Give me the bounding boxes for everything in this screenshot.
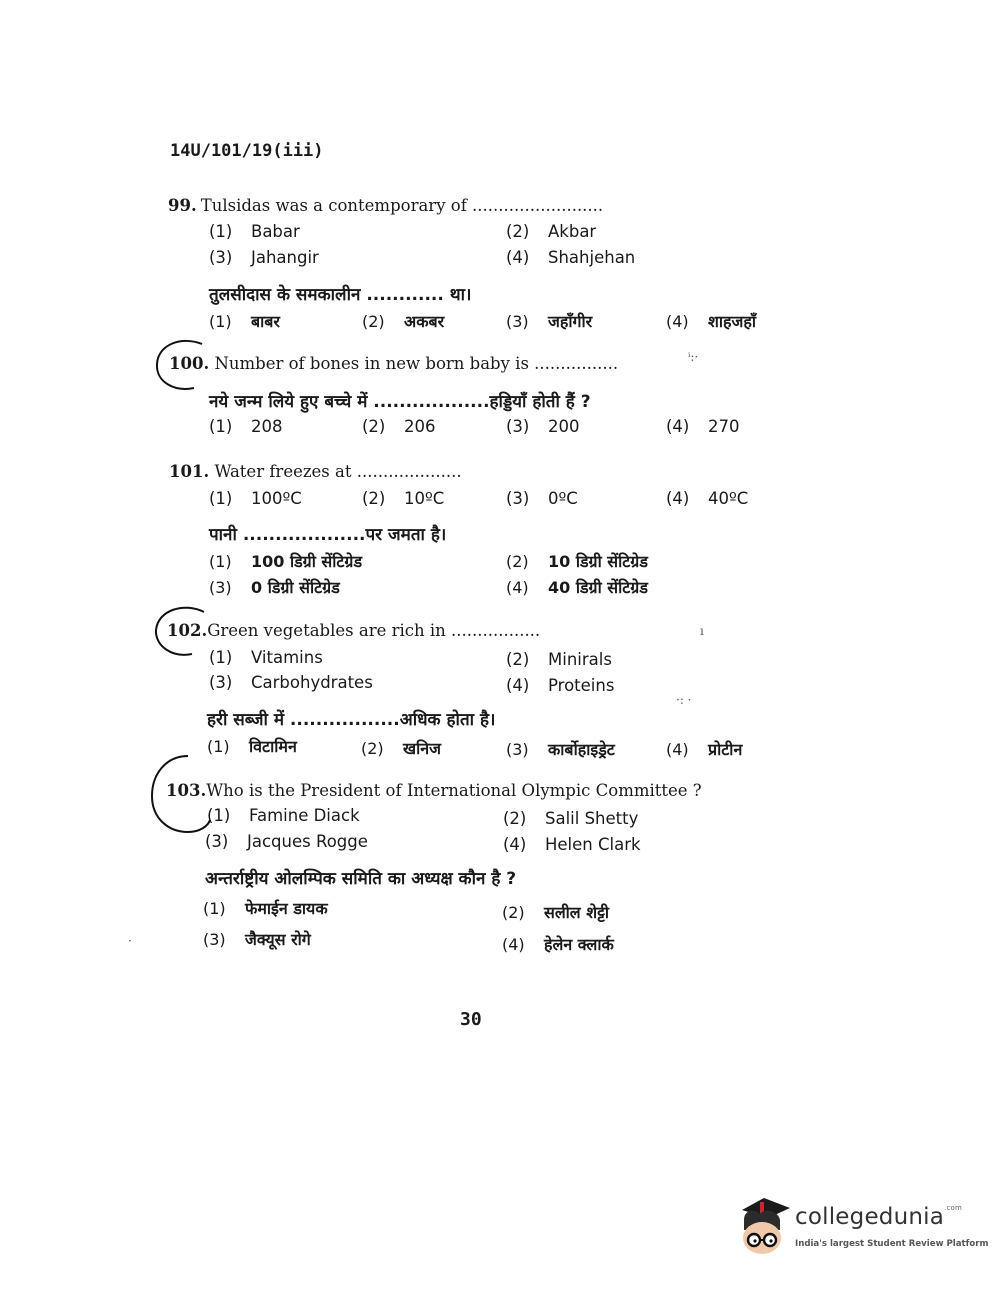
option-4: (4) 270 <box>666 417 740 436</box>
question-text-hi: नये जन्म लिये हुए बच्चे में ..................हड्डियाँ होती हैं ? <box>209 392 591 412</box>
hindi-option-3: (3) 0 डिग्री सेंटिग्रेड <box>209 578 340 597</box>
page-number: 30 <box>460 1009 482 1030</box>
option-2: (2) 10ºC <box>362 489 445 508</box>
option-2: (2) Minirals <box>506 650 612 669</box>
logo-wordmark: collegedunia$^{.com}$ <box>795 1204 963 1230</box>
option-4: (4) Shahjehan <box>506 248 636 267</box>
question-text-hi: पानी ...................पर जमता है। <box>209 525 447 545</box>
hindi-option-2: (2) खनिज <box>361 739 441 758</box>
scan-speck: ⁱ:· <box>688 350 699 364</box>
option-1: (1) 208 <box>209 417 283 436</box>
hindi-option-1: (1) विटामिन <box>207 737 297 756</box>
scan-speck: · <box>128 934 132 948</box>
option-1: (1) Vitamins <box>209 648 323 667</box>
question-103 <box>166 781 702 800</box>
hindi-option-3: (3) जहाँगीर <box>506 312 593 331</box>
option-1: (1) Famine Diack <box>207 806 360 825</box>
option-2: (2) Akbar <box>506 222 597 241</box>
mascot-icon <box>734 1196 796 1258</box>
question-number: 102. <box>167 621 208 640</box>
hindi-option-2: (2) अकबर <box>362 312 445 331</box>
hindi-option-1: (1) 100 डिग्री सेंटिग्रेड <box>209 552 363 571</box>
option-4: (4) Proteins <box>506 676 615 695</box>
hindi-option-4: (4) 40 डिग्री सेंटिग्रेड <box>506 578 648 597</box>
question-number: 101. <box>169 462 210 481</box>
question-text-en: Green vegetables are rich in ................. <box>207 621 541 640</box>
option-4: (4) 40ºC <box>666 489 749 508</box>
question-text-hi: हरी सब्जी में .................अधिक होता है। <box>207 710 496 730</box>
collegedunia-logo <box>734 1196 989 1258</box>
hindi-option-1: (1) बाबर <box>209 312 280 331</box>
question-text-en: Water freezes at .................... <box>214 462 462 481</box>
question-100 <box>169 354 618 373</box>
hindi-option-2: (2) सलील शेट्टी <box>502 903 610 922</box>
option-3: (3) Carbohydrates <box>209 673 373 692</box>
hindi-option-2: (2) 10 डिग्री सेंटिग्रेड <box>506 552 648 571</box>
question-text-en: Who is the President of International Olympic Committee ? <box>206 781 702 800</box>
question-102 <box>167 621 540 640</box>
hindi-option-1: (1) फेमाईन डायक <box>203 899 328 918</box>
question-number: 100. <box>169 354 210 373</box>
question-text-hi: अन्तर्राष्ट्रीय ओलम्पिक समिति का अध्यक्ष कौन है ? <box>205 869 517 889</box>
option-3: (3) 200 <box>506 417 580 436</box>
question-text-en: Number of bones in new born baby is ................ <box>214 354 619 373</box>
question-text-hi: तुलसीदास के समकालीन ............ था। <box>209 285 472 305</box>
paper-code: 14U/101/19(iii) <box>170 141 324 161</box>
hindi-option-3: (3) जैक्यूस रोगे <box>203 930 311 949</box>
option-2: (2) Salil Shetty <box>503 809 639 828</box>
hindi-option-3: (3) कार्बोहाइड्रेट <box>506 740 615 759</box>
scan-speck: ·: · <box>676 693 692 707</box>
question-text-en: Tulsidas was a contemporary of ......................... <box>200 196 604 215</box>
option-3: (3) Jacques Rogge <box>205 832 368 851</box>
question-101 <box>169 462 462 481</box>
hindi-option-4: (4) शाहजहाँ <box>666 312 757 331</box>
option-1: (1) Babar <box>209 222 300 241</box>
option-4: (4) Helen Clark <box>503 835 641 854</box>
option-3: (3) Jahangir <box>209 248 319 267</box>
hindi-option-4: (4) प्रोटीन <box>666 740 743 759</box>
option-1: (1) 100ºC <box>209 489 302 508</box>
hindi-option-4: (4) हेलेन क्लार्क <box>502 935 614 954</box>
question-number: 103. <box>166 781 207 800</box>
question-99 <box>168 196 603 215</box>
logo-tagline: India's largest Student Review Platform <box>795 1239 989 1249</box>
scan-speck: ı <box>700 624 704 638</box>
question-number: 99. <box>168 196 197 215</box>
option-2: (2) 206 <box>362 417 436 436</box>
option-3: (3) 0ºC <box>506 489 578 508</box>
